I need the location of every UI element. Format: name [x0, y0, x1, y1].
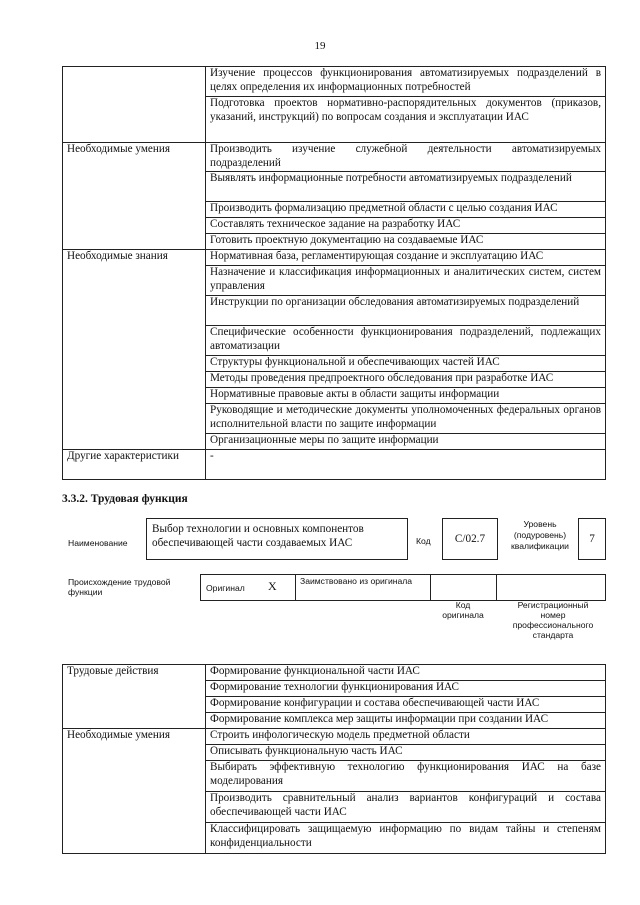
table-cell: Составлять техническое задание на разработку ИАС: [206, 218, 606, 234]
original-label: Оригинал: [206, 583, 245, 593]
table-cell: -: [206, 450, 606, 480]
row-label: Необходимые знания: [63, 250, 206, 450]
requirements-table-2: [62, 664, 606, 854]
level-value: 7: [578, 518, 606, 560]
table-cell: Структуры функциональной и обеспечивающих частей ИАС: [206, 356, 606, 372]
table-cell: Описывать функциональную часть ИАС: [206, 745, 606, 761]
code-value: С/02.7: [442, 518, 498, 560]
table-cell: Производить изучение служебной деятельности автоматизируемых подразделений: [206, 143, 606, 172]
table-cell: Формирование функциональной части ИАС: [206, 665, 606, 681]
table-cell: Выявлять информационные потребности автоматизируемых подразделений: [206, 172, 606, 202]
table-cell: Подготовка проектов нормативно-распорядительных документов (приказов, указаний, инструкций) по вопросам создания и эксплуатации ИАС: [206, 97, 606, 143]
table-cell: Производить сравнительный анализ вариантов конфигураций и состава обеспечивающей части ИАС: [206, 792, 606, 823]
table-cell: Организационные меры по защите информации: [206, 434, 606, 450]
table-cell: Нормативные правовые акты в области защиты информации: [206, 388, 606, 404]
table-cell: Назначение и классификация информационных и аналитических систем, систем управления: [206, 266, 606, 296]
section-title: 3.3.2. Трудовая функция: [62, 493, 188, 505]
table-cell: Методы проведения предпроектного обследования при разработке ИАС: [206, 372, 606, 388]
table-cell: Инструкции по организации обследования автоматизируемых подразделений: [206, 296, 606, 326]
origin-label: Происхождение трудовой функции: [68, 577, 171, 597]
page-number: 19: [314, 40, 326, 52]
table-cell: Нормативная база, регламентирующая создание и эксплуатацию ИАС: [206, 250, 606, 266]
table-cell: Специфические особенности функционирования подразделений, подлежащих автоматизации: [206, 326, 606, 356]
table-cell: Формирование конфигурации и состава обеспечивающей части ИАС: [206, 697, 606, 713]
table-cell: Классифицировать защищаемую информацию по видам тайны и степеням конфиденциальности: [206, 823, 606, 854]
borrowed-label: Заимствовано из оригинала: [300, 576, 413, 586]
code-label: Код: [416, 536, 431, 546]
registration-caption: Регистрационный номер профессионального стандарта: [512, 600, 594, 640]
row-label: [63, 67, 206, 143]
table-cell: Производить формализацию предметной области с целью создания ИАС: [206, 202, 606, 218]
table-cell: Изучение процессов функционирования автоматизируемых подразделений в целях определения их информационных потребностей: [206, 67, 606, 97]
row-label: Другие характеристики: [63, 450, 206, 480]
level-label: Уровень (подуровень) квалификации: [511, 519, 569, 551]
table-cell: Готовить проектную документацию на создаваемые ИАС: [206, 234, 606, 250]
original-mark: X: [268, 579, 277, 593]
table-cell: Строить инфологическую модель предметной области: [206, 729, 606, 745]
table-cell: Формирование технологии функционирования ИАС: [206, 681, 606, 697]
row-label: Необходимые умения: [63, 143, 206, 250]
row-label: Трудовые действия: [63, 665, 206, 729]
name-value: Выбор технологии и основных компонентов обеспечивающей части создаваемых ИАС: [146, 518, 408, 560]
requirements-table-1: [62, 66, 606, 480]
table-cell: Выбирать эффективную технологию функционирования ИАС на базе моделирования: [206, 761, 606, 792]
row-label: Необходимые умения: [63, 729, 206, 854]
table-cell: Руководящие и методические документы уполномоченных федеральных органов исполнительной власти по защите информации: [206, 404, 606, 434]
name-label: Наименование: [68, 538, 128, 548]
table-cell: Формирование комплекса мер защиты информации при создании ИАС: [206, 713, 606, 729]
code-original-caption: Код оригинала: [442, 600, 484, 620]
